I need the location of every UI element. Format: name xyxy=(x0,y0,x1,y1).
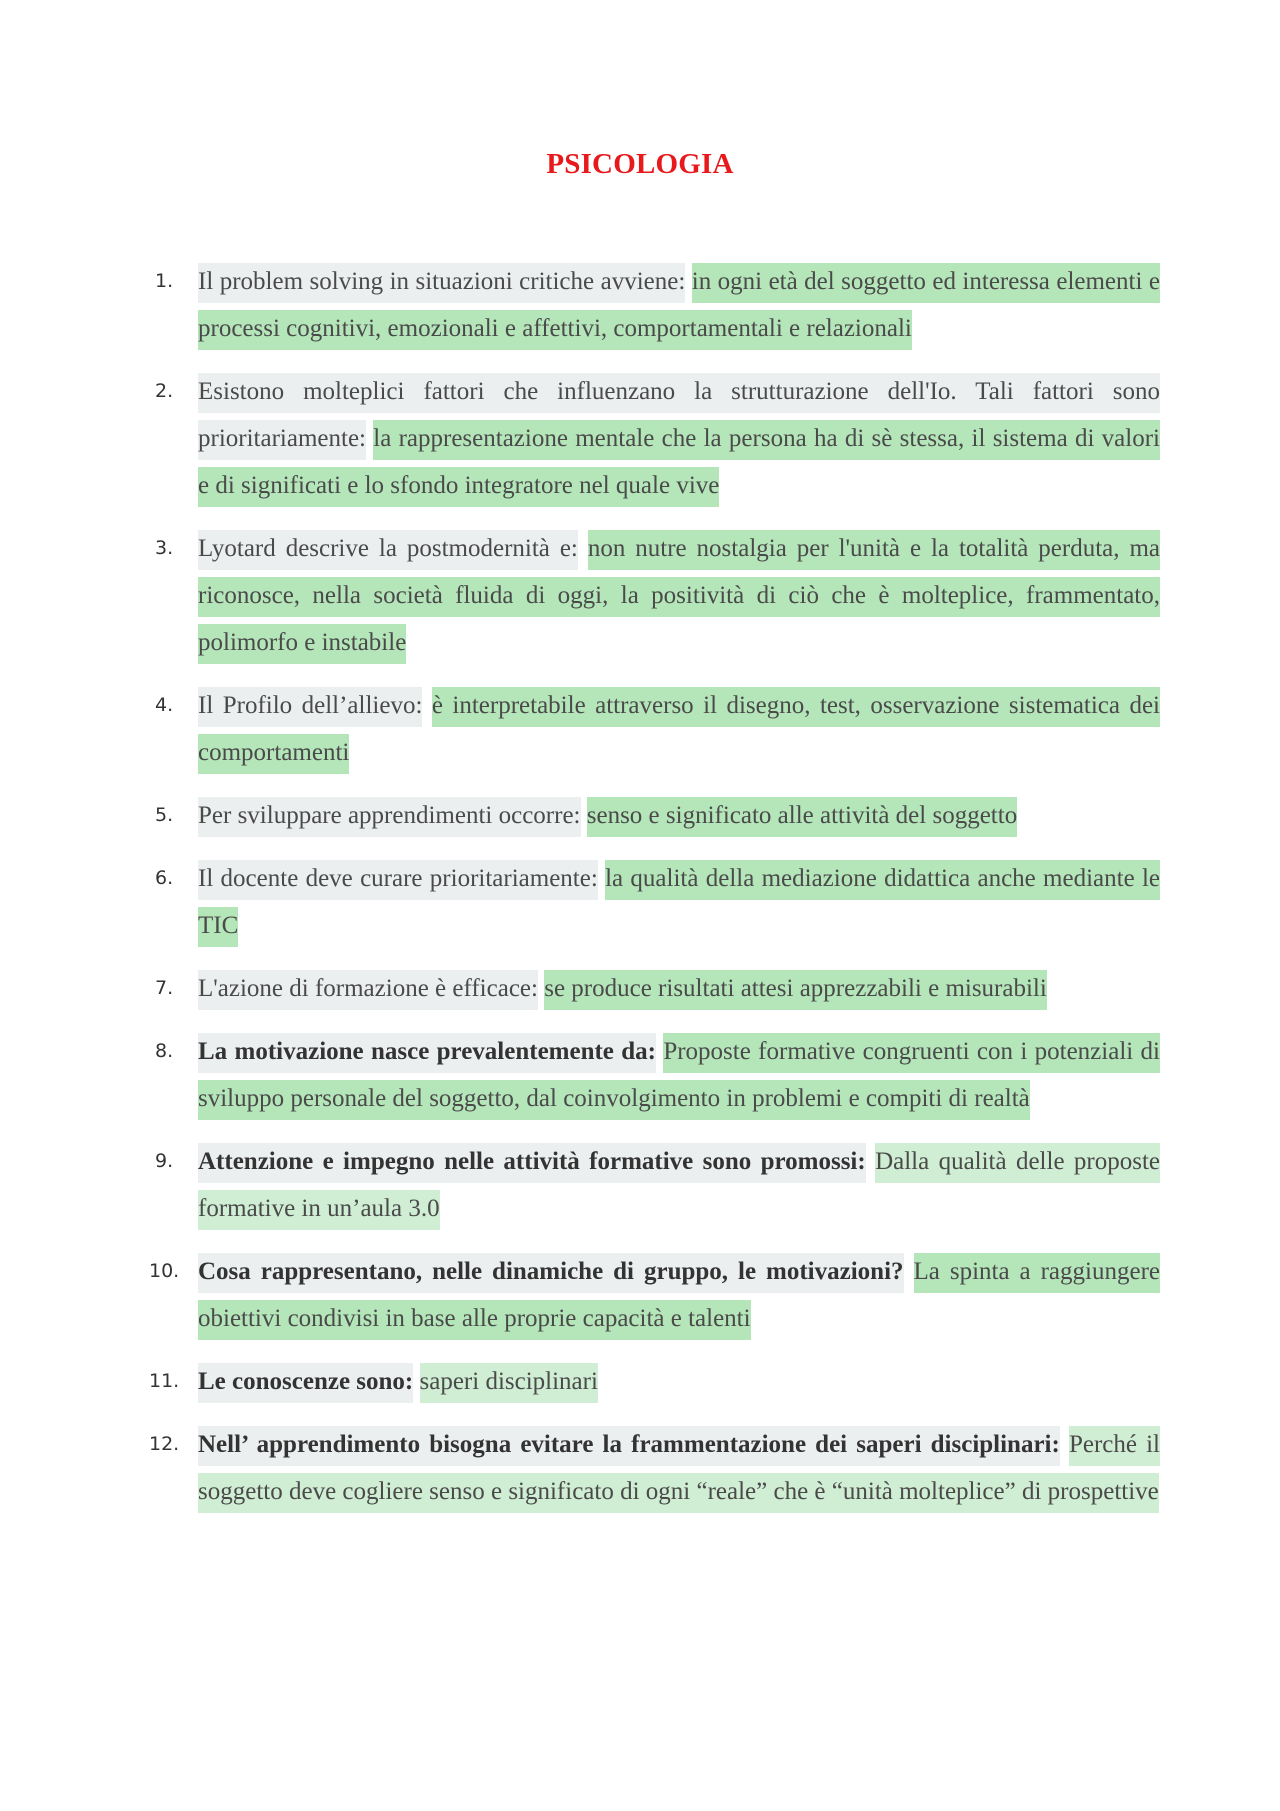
question-text: Il Profilo dell’allievo: xyxy=(198,687,422,727)
question-text: Lyotard descrive la postmodernità e: xyxy=(198,530,578,570)
item-number: 1. xyxy=(155,270,174,292)
list-item xyxy=(150,1358,1160,1405)
question-text: Per sviluppare apprendimenti occorre: xyxy=(198,797,581,837)
list-item xyxy=(150,855,1160,949)
answer-text: la qualità della mediazione didattica anche mediante le TIC xyxy=(198,860,1160,947)
list-item xyxy=(150,368,1160,509)
question-text: La motivazione nasce prevalentemente da: xyxy=(198,1033,656,1073)
question-text: Esistono molteplici fattori che influenzano la strutturazione dell'Io. Tali fattori sono prioritariamente: xyxy=(198,373,1160,460)
question-text: Le conoscenze sono: xyxy=(198,1363,413,1403)
item-number: 10. xyxy=(149,1260,180,1282)
list-item xyxy=(150,1421,1160,1515)
item-number: 9. xyxy=(155,1150,174,1172)
answer-text: Dalla qualità delle proposte formative in un’aula 3.0 xyxy=(198,1143,1160,1230)
question-text: L'azione di formazione è efficace: xyxy=(198,970,538,1010)
answer-text: in ogni età del soggetto ed interessa elementi e processi cognitivi, emozionali e affettivi, comportamentali e relazionali xyxy=(198,263,1160,350)
list-item xyxy=(150,1138,1160,1232)
question-text: Il docente deve curare prioritariamente: xyxy=(198,860,598,900)
item-number: 5. xyxy=(155,804,174,826)
question-text: Cosa rappresentano, nelle dinamiche di gruppo, le motivazioni? xyxy=(198,1253,904,1293)
item-number: 7. xyxy=(155,977,174,999)
question-text: Attenzione e impegno nelle attività formative sono promossi: xyxy=(198,1143,866,1183)
list-item xyxy=(150,258,1160,352)
item-number: 12. xyxy=(149,1433,180,1455)
answer-text: La spinta a raggiungere obiettivi condivisi in base alle proprie capacità e talenti xyxy=(198,1253,1160,1340)
item-number: 3. xyxy=(155,537,174,559)
page-title: PSICOLOGIA xyxy=(546,148,734,180)
list-item xyxy=(150,1248,1160,1342)
answer-text: è interpretabile attraverso il disegno, test, osservazione sistematica dei comportamenti xyxy=(198,687,1160,774)
list-item xyxy=(150,682,1160,776)
item-number: 8. xyxy=(155,1040,174,1062)
item-number: 6. xyxy=(155,867,174,889)
answer-text: se produce risultati attesi apprezzabili e misurabili xyxy=(544,970,1047,1010)
list-item xyxy=(150,1028,1160,1122)
question-text: Il problem solving in situazioni critiche avviene: xyxy=(198,263,685,303)
answer-text: saperi disciplinari xyxy=(420,1363,598,1403)
answer-text: la rappresentazione mentale che la persona ha di sè stessa, il sistema di valori e di significati e lo sfondo integratore nel quale vive xyxy=(198,420,1160,507)
answer-text: non nutre nostalgia per l'unità e la totalità perduta, ma riconosce, nella società fluida di oggi, la positività di ciò che è molteplice, frammentato, polimorfo e instabile xyxy=(198,530,1160,664)
answer-text: Proposte formative congruenti con i potenziali di sviluppo personale del soggetto, dal coinvolgimento in problemi e compiti di realtà xyxy=(198,1033,1160,1120)
question-list xyxy=(150,258,1160,1531)
item-number: 11. xyxy=(149,1370,180,1392)
list-item xyxy=(150,792,1160,839)
item-number: 4. xyxy=(155,694,174,716)
list-item xyxy=(150,525,1160,666)
question-text: Nell’ apprendimento bisogna evitare la frammentazione dei saperi disciplinari: xyxy=(198,1426,1060,1466)
list-item xyxy=(150,965,1160,1012)
answer-text: Perché il soggetto deve cogliere senso e significato di ogni “reale” che è “unità molteplice” di prospettive xyxy=(198,1426,1160,1513)
item-number: 2. xyxy=(155,380,174,402)
answer-text: senso e significato alle attività del soggetto xyxy=(587,797,1017,837)
